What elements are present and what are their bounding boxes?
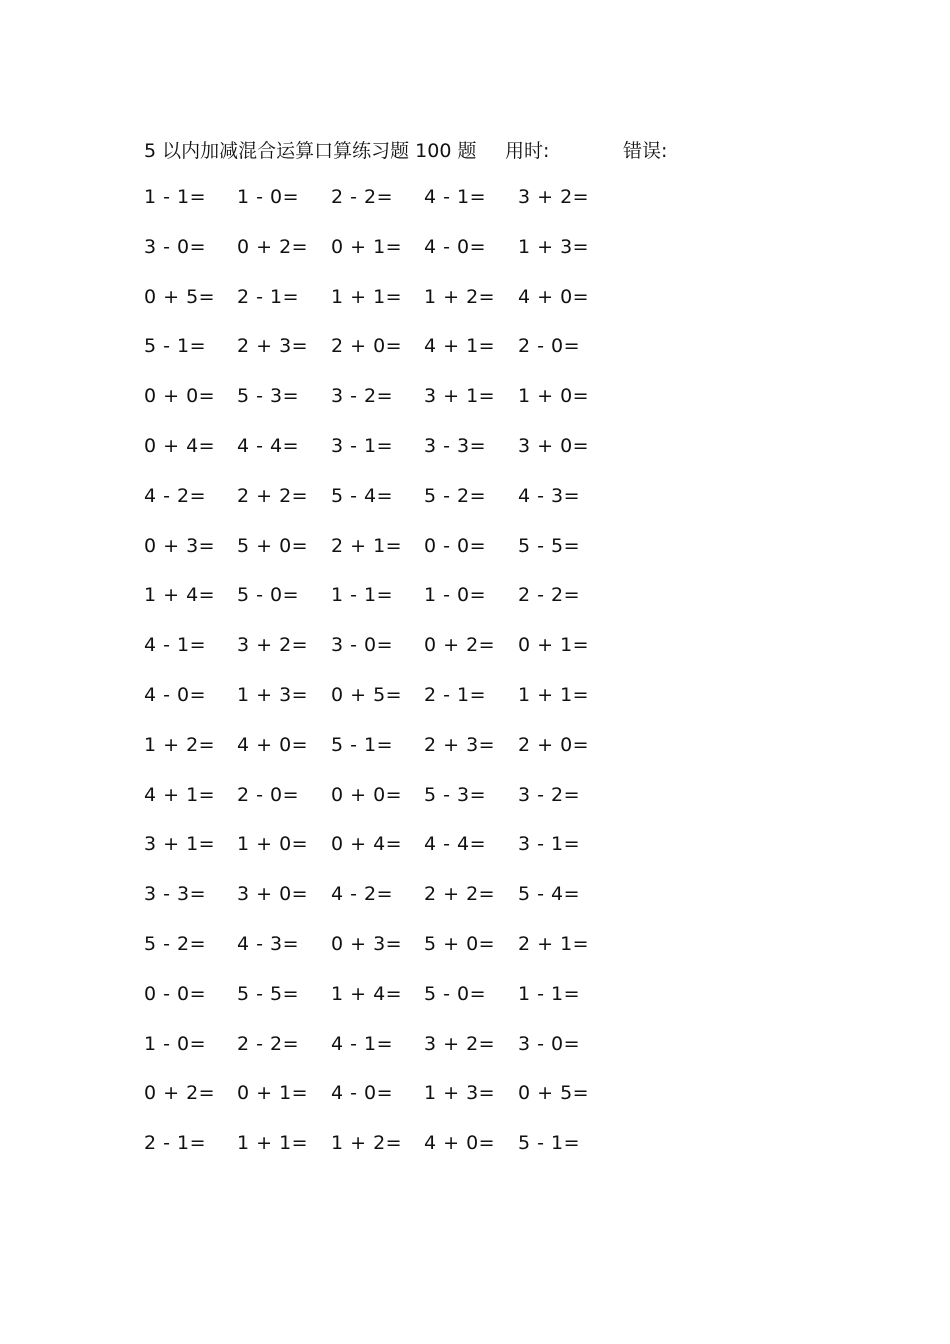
arithmetic-problem: 0 + 2= bbox=[144, 1082, 216, 1105]
arithmetic-problem: 2 + 0= bbox=[331, 335, 403, 358]
arithmetic-problem: 5 + 0= bbox=[237, 534, 309, 557]
arithmetic-problem: 5 - 3= bbox=[424, 783, 487, 806]
arithmetic-problem: 4 - 0= bbox=[144, 683, 207, 706]
arithmetic-problem: 2 + 1= bbox=[518, 932, 590, 955]
arithmetic-problem: 4 + 1= bbox=[144, 783, 216, 806]
arithmetic-problem: 5 - 1= bbox=[518, 1132, 581, 1155]
arithmetic-problem: 0 + 4= bbox=[331, 833, 403, 856]
arithmetic-problem: 1 + 1= bbox=[518, 683, 590, 706]
arithmetic-problem: 1 + 4= bbox=[331, 982, 403, 1005]
arithmetic-problem: 3 + 0= bbox=[518, 434, 590, 457]
arithmetic-problem: 2 - 0= bbox=[518, 335, 581, 358]
problem-row bbox=[144, 634, 644, 684]
error-count-label: 错误: bbox=[623, 140, 668, 162]
arithmetic-problem: 5 - 1= bbox=[144, 335, 207, 358]
arithmetic-problem: 3 - 0= bbox=[331, 634, 394, 657]
arithmetic-problem: 5 - 2= bbox=[144, 932, 207, 955]
arithmetic-problem: 2 + 1= bbox=[331, 534, 403, 557]
arithmetic-problem: 1 - 1= bbox=[518, 982, 581, 1005]
arithmetic-problem: 2 + 3= bbox=[237, 335, 309, 358]
arithmetic-problem: 2 - 2= bbox=[331, 186, 394, 208]
problem-row bbox=[144, 684, 644, 734]
arithmetic-problem: 4 + 1= bbox=[424, 335, 496, 358]
problem-row bbox=[144, 734, 644, 784]
arithmetic-problem: 2 + 0= bbox=[518, 733, 590, 756]
problem-row bbox=[144, 335, 644, 385]
problem-row bbox=[144, 236, 644, 286]
arithmetic-problem: 0 + 1= bbox=[518, 634, 590, 657]
arithmetic-problem: 2 - 1= bbox=[237, 285, 300, 308]
arithmetic-problem: 2 - 0= bbox=[237, 783, 300, 806]
arithmetic-problem: 0 + 2= bbox=[237, 235, 309, 258]
arithmetic-problem: 0 + 1= bbox=[331, 235, 403, 258]
arithmetic-problem: 3 - 0= bbox=[144, 235, 207, 258]
arithmetic-problem: 1 + 2= bbox=[331, 1132, 403, 1155]
arithmetic-problem: 3 - 2= bbox=[331, 385, 394, 408]
arithmetic-problem: 1 + 2= bbox=[144, 733, 216, 756]
arithmetic-problem: 4 - 0= bbox=[331, 1082, 394, 1105]
arithmetic-problem: 0 + 5= bbox=[518, 1082, 590, 1105]
arithmetic-problem: 5 - 4= bbox=[518, 883, 581, 906]
arithmetic-problem: 3 - 2= bbox=[518, 783, 581, 806]
arithmetic-problem: 1 - 0= bbox=[237, 186, 300, 208]
worksheet-title: 5 以内加减混合运算口算练习题 100 题 bbox=[144, 140, 477, 162]
problem-row bbox=[144, 933, 644, 983]
arithmetic-problem: 0 + 2= bbox=[424, 634, 496, 657]
problem-row bbox=[144, 1082, 644, 1132]
arithmetic-problem: 0 + 3= bbox=[144, 534, 216, 557]
arithmetic-problem: 3 + 2= bbox=[237, 634, 309, 657]
arithmetic-problem: 3 + 1= bbox=[144, 833, 216, 856]
arithmetic-problem: 1 - 0= bbox=[144, 1032, 207, 1055]
problem-row bbox=[144, 535, 644, 585]
arithmetic-problem: 1 + 1= bbox=[331, 285, 403, 308]
arithmetic-problem: 3 + 1= bbox=[424, 385, 496, 408]
arithmetic-problem: 5 - 0= bbox=[237, 584, 300, 607]
arithmetic-problem: 1 - 0= bbox=[424, 584, 487, 607]
arithmetic-problem: 3 - 0= bbox=[518, 1032, 581, 1055]
problem-row bbox=[144, 1132, 644, 1182]
arithmetic-problem: 4 - 1= bbox=[424, 186, 487, 208]
problem-row bbox=[144, 485, 644, 535]
arithmetic-problem: 0 + 0= bbox=[144, 385, 216, 408]
arithmetic-problem: 4 - 1= bbox=[331, 1032, 394, 1055]
arithmetic-problem: 5 - 4= bbox=[331, 484, 394, 507]
arithmetic-problem: 4 - 4= bbox=[424, 833, 487, 856]
arithmetic-problem: 0 + 5= bbox=[144, 285, 216, 308]
arithmetic-problem: 4 - 0= bbox=[424, 235, 487, 258]
arithmetic-problem: 0 + 5= bbox=[331, 683, 403, 706]
arithmetic-problem: 4 - 3= bbox=[518, 484, 581, 507]
problem-row bbox=[144, 883, 644, 933]
arithmetic-problem: 3 - 3= bbox=[424, 434, 487, 457]
arithmetic-problem: 1 - 1= bbox=[331, 584, 394, 607]
arithmetic-problem: 1 + 2= bbox=[424, 285, 496, 308]
arithmetic-problem: 0 + 1= bbox=[237, 1082, 309, 1105]
arithmetic-problem: 3 - 1= bbox=[331, 434, 394, 457]
problem-row bbox=[144, 435, 644, 485]
arithmetic-problem: 5 - 3= bbox=[237, 385, 300, 408]
arithmetic-problem: 3 - 1= bbox=[518, 833, 581, 856]
problem-grid bbox=[144, 186, 644, 1182]
arithmetic-problem: 3 + 2= bbox=[518, 186, 590, 208]
arithmetic-problem: 5 + 0= bbox=[424, 932, 496, 955]
arithmetic-problem: 4 - 3= bbox=[237, 932, 300, 955]
arithmetic-problem: 5 - 0= bbox=[424, 982, 487, 1005]
arithmetic-problem: 2 + 2= bbox=[237, 484, 309, 507]
problem-row bbox=[144, 584, 644, 634]
arithmetic-problem: 4 - 4= bbox=[237, 434, 300, 457]
worksheet-header bbox=[144, 136, 864, 166]
arithmetic-problem: 0 - 0= bbox=[144, 982, 207, 1005]
arithmetic-problem: 0 + 4= bbox=[144, 434, 216, 457]
problem-row bbox=[144, 784, 644, 834]
arithmetic-problem: 1 + 3= bbox=[237, 683, 309, 706]
arithmetic-problem: 2 - 2= bbox=[518, 584, 581, 607]
arithmetic-problem: 1 + 0= bbox=[518, 385, 590, 408]
arithmetic-problem: 4 - 2= bbox=[144, 484, 207, 507]
arithmetic-problem: 1 + 4= bbox=[144, 584, 216, 607]
arithmetic-problem: 5 - 5= bbox=[518, 534, 581, 557]
arithmetic-problem: 2 - 1= bbox=[144, 1132, 207, 1155]
arithmetic-problem: 4 + 0= bbox=[518, 285, 590, 308]
arithmetic-problem: 2 - 1= bbox=[424, 683, 487, 706]
arithmetic-problem: 1 + 0= bbox=[237, 833, 309, 856]
arithmetic-problem: 4 + 0= bbox=[424, 1132, 496, 1155]
problem-row bbox=[144, 186, 644, 236]
problem-row bbox=[144, 833, 644, 883]
arithmetic-problem: 5 - 5= bbox=[237, 982, 300, 1005]
problem-row bbox=[144, 983, 644, 1033]
arithmetic-problem: 5 - 1= bbox=[331, 733, 394, 756]
arithmetic-problem: 1 + 1= bbox=[237, 1132, 309, 1155]
problem-row bbox=[144, 385, 644, 435]
problem-row bbox=[144, 286, 644, 336]
arithmetic-problem: 0 + 3= bbox=[331, 932, 403, 955]
arithmetic-problem: 1 + 3= bbox=[518, 235, 590, 258]
arithmetic-problem: 4 + 0= bbox=[237, 733, 309, 756]
arithmetic-problem: 4 - 1= bbox=[144, 634, 207, 657]
arithmetic-problem: 3 - 3= bbox=[144, 883, 207, 906]
arithmetic-problem: 2 + 2= bbox=[424, 883, 496, 906]
arithmetic-problem: 1 + 3= bbox=[424, 1082, 496, 1105]
arithmetic-problem: 0 + 0= bbox=[331, 783, 403, 806]
arithmetic-problem: 2 - 2= bbox=[237, 1032, 300, 1055]
arithmetic-problem: 3 + 0= bbox=[237, 883, 309, 906]
arithmetic-problem: 0 - 0= bbox=[424, 534, 487, 557]
arithmetic-problem: 4 - 2= bbox=[331, 883, 394, 906]
arithmetic-problem: 1 - 1= bbox=[144, 186, 207, 208]
problem-row bbox=[144, 1033, 644, 1083]
arithmetic-problem: 2 + 3= bbox=[424, 733, 496, 756]
arithmetic-problem: 3 + 2= bbox=[424, 1032, 496, 1055]
time-used-label: 用时: bbox=[505, 140, 550, 162]
arithmetic-problem: 5 - 2= bbox=[424, 484, 487, 507]
